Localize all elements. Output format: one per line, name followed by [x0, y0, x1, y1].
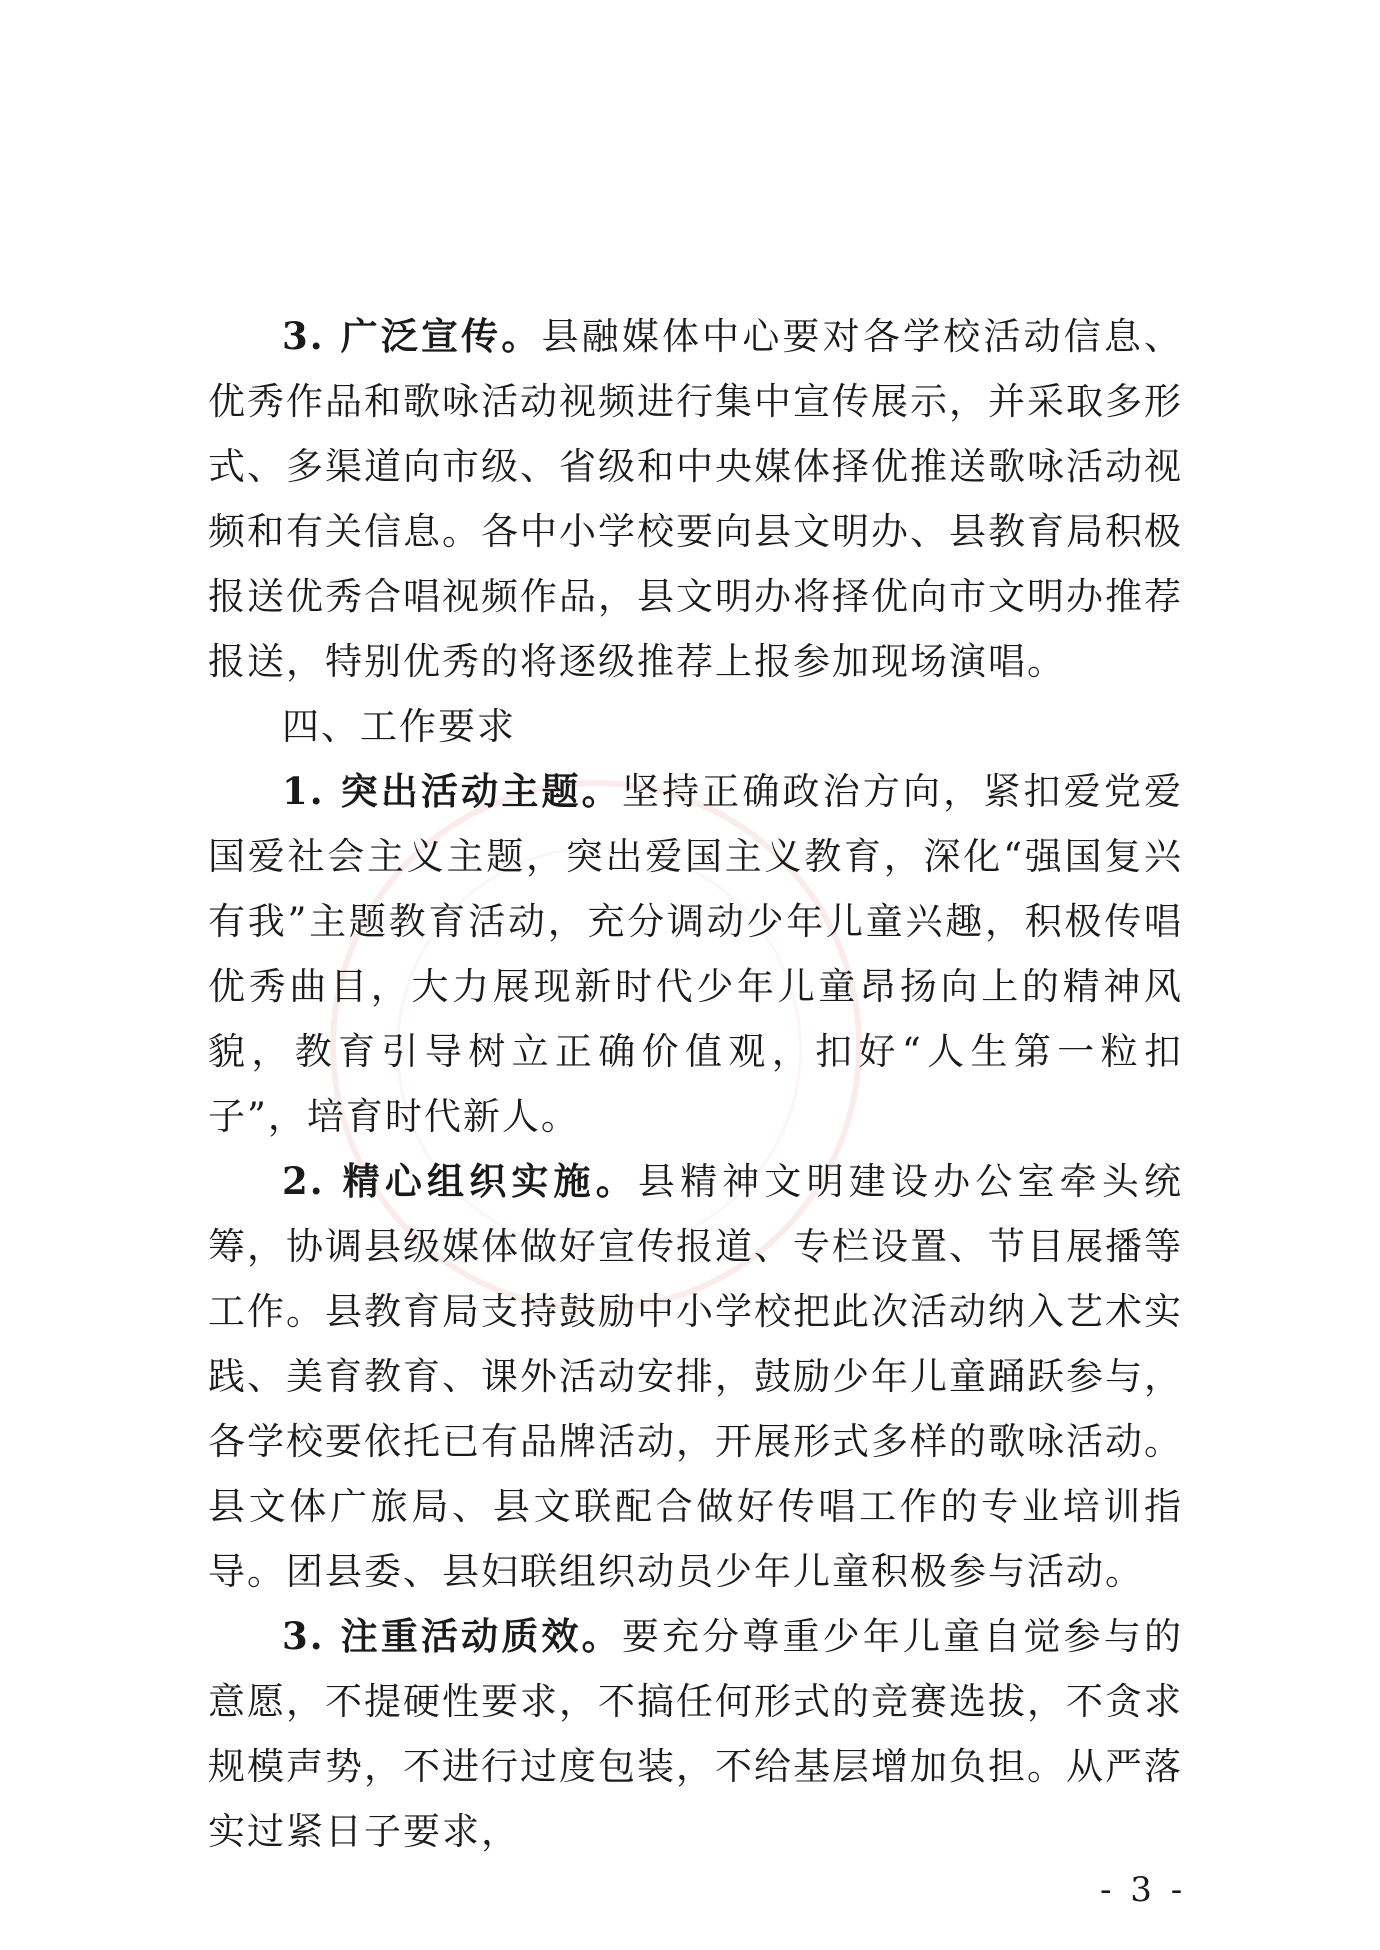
requirement-body: 县精神文明建设办公室牵头统筹，协调县级媒体做好宣传报道、专栏设置、节目展播等工作。县教育局支持鼓励中小学校把此次活动纳入艺术实践、美育教育、课外活动安排，鼓励少年儿童踊跃参与，各学校要依托已有品牌活动，开展形式多样的歌咏活动。县文体广旅局、县文联配合做好传唱工作的专业培训指导。团县委、县妇联组织动员少年儿童积极参与活动。 [208, 1160, 1183, 1593]
requirement-highlight-theme [208, 759, 1183, 1149]
requirement-body: 要充分尊重少年儿童自觉参与的意愿，不提硬性要求，不搞任何形式的竞赛选拔，不贪求规模声势，不进行过度包装，不给基层增加负担。从严落实过紧日子要求， [208, 1615, 1183, 1853]
requirement-quality-effectiveness [208, 1604, 1183, 1864]
paragraph-publicity [208, 304, 1183, 694]
requirement-organize-implementation [208, 1149, 1183, 1604]
requirement-lead: 2. 精心组织实施。 [282, 1159, 638, 1203]
paragraph-body: 县融媒体中心要对各学校活动信息、优秀作品和歌咏活动视频进行集中宣传展示，并采取多形式、多渠道向市级、省级和中央媒体择优推送歌咏活动视频和有关信息。各中小学校要向县文明办、县教育局积极报送优秀合唱视频作品，县文明办将择优向市文明办推荐报送，特别优秀的将逐级推荐上报参加现场演唱。 [208, 315, 1184, 683]
requirement-lead: 1. 突出活动主题。 [282, 769, 622, 813]
requirement-body: 坚持正确政治方向，紧扣爱党爱国爱社会主义主题，突出爱国主义教育，深化“强国复兴有我”主题教育活动，充分调动少年儿童兴趣，积极传唱优秀曲目，大力展现新时代少年儿童昂扬向上的精神风貌，教育引导树立正确价值观，扣好“人生第一粒扣子”，培育时代新人。 [208, 770, 1183, 1138]
requirement-lead: 3. 注重活动质效。 [282, 1614, 622, 1658]
document-body [208, 304, 1183, 1864]
paragraph-lead: 3. 广泛宣传。 [282, 314, 542, 358]
page-number: - 3 - [1100, 1870, 1187, 1910]
section-heading-work-requirements: 四、工作要求 [282, 705, 516, 748]
